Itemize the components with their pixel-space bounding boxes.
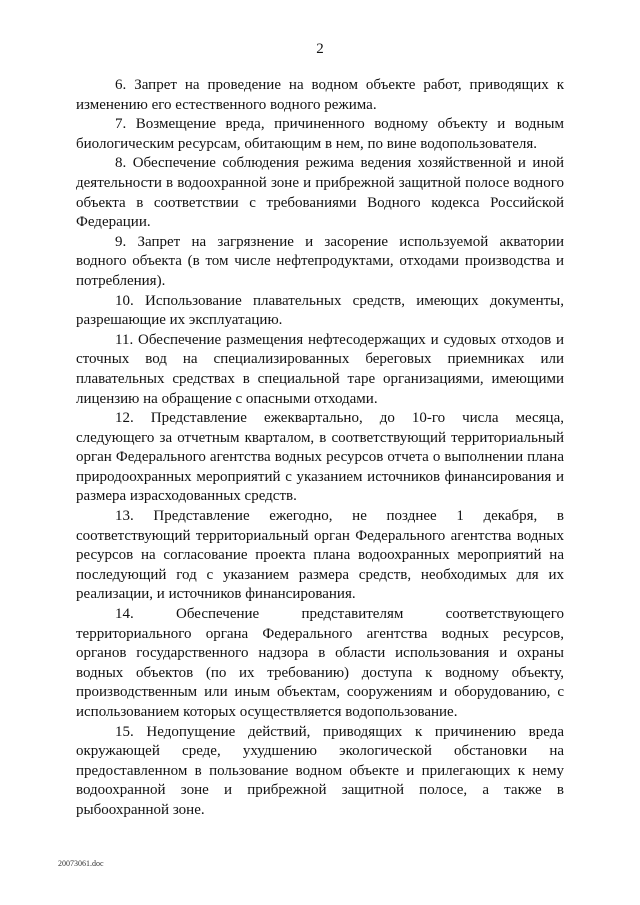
paragraph-item-6: 6. Запрет на проведение на водном объекте работ, приводящих к изменению его естественного водного режима.	[76, 77, 564, 113]
page-number: 2	[316, 41, 324, 57]
footer-filename: 20073061.doc	[58, 859, 104, 868]
paragraph-item-10: 10. Использование плавательных средств, имеющих документы, разрешающие их эксплуатацию.	[76, 292, 564, 329]
document-body	[76, 76, 564, 821]
paragraph-item-11: 11. Обеспечение размещения нефтесодержащих и судовых отходов и сточных вод на специализированных береговых приемниках или плавательных средствах в специальной таре организациями, имеющими лицензию на обращение с опасными отходами.	[76, 331, 564, 407]
paragraph-item-13: 13. Представление ежегодно, не позднее 1 декабря, в соответствующий территориальный орган Федерального агентства водных ресурсов на согласование проекта плана водоохранных мероприятий на последующий год с указанием размера средств, необходимых для их реализации, и источников финансирования.	[76, 508, 564, 603]
paragraph-item-12: 12. Представление ежеквартально, до 10-го числа месяца, следующего за отчетным кварталом, в соответствующий территориальный орган Федерального агентства водных ресурсов отчета о выполнении плана природоохранных мероприятий с указанием источников финансирования и размера израсходованных средств.	[76, 410, 564, 505]
paragraph-item-14: 14. Обеспечение представителям соответствующего территориального органа Федерального агентства водных ресурсов, органов государственного надзора в области использования и охраны водных объектов (по их требованию) доступа к водному объекту, производственным или иным объектам, сооружениям и оборудованию, с использованием которых осуществляется водопользование.	[76, 606, 564, 720]
paragraph-item-9: 9. Запрет на загрязнение и засорение используемой акватории водного объекта (в том числе нефтепродуктами, отходами производства и потребления).	[76, 233, 564, 289]
paragraph-item-7: 7. Возмещение вреда, причиненного водному объекту и водным биологическим ресурсам, обитающим в нем, по вине водопользователя.	[76, 116, 564, 152]
paragraph-item-8: 8. Обеспечение соблюдения режима ведения хозяйственной и иной деятельности в водоохранной зоне и прибрежной защитной полосе водного объекта в соответствии с требованиями Водного кодекса Российской Федерации.	[76, 155, 564, 231]
paragraph-item-15: 15. Недопущение действий, приводящих к причинению вреда окружающей среде, ухудшению экологической обстановки на предоставленном в пользование водном объекте и прилегающих к нему водоохранной зоне и прибрежной защитной полосе, а также в рыбоохранной зоне.	[76, 723, 564, 818]
